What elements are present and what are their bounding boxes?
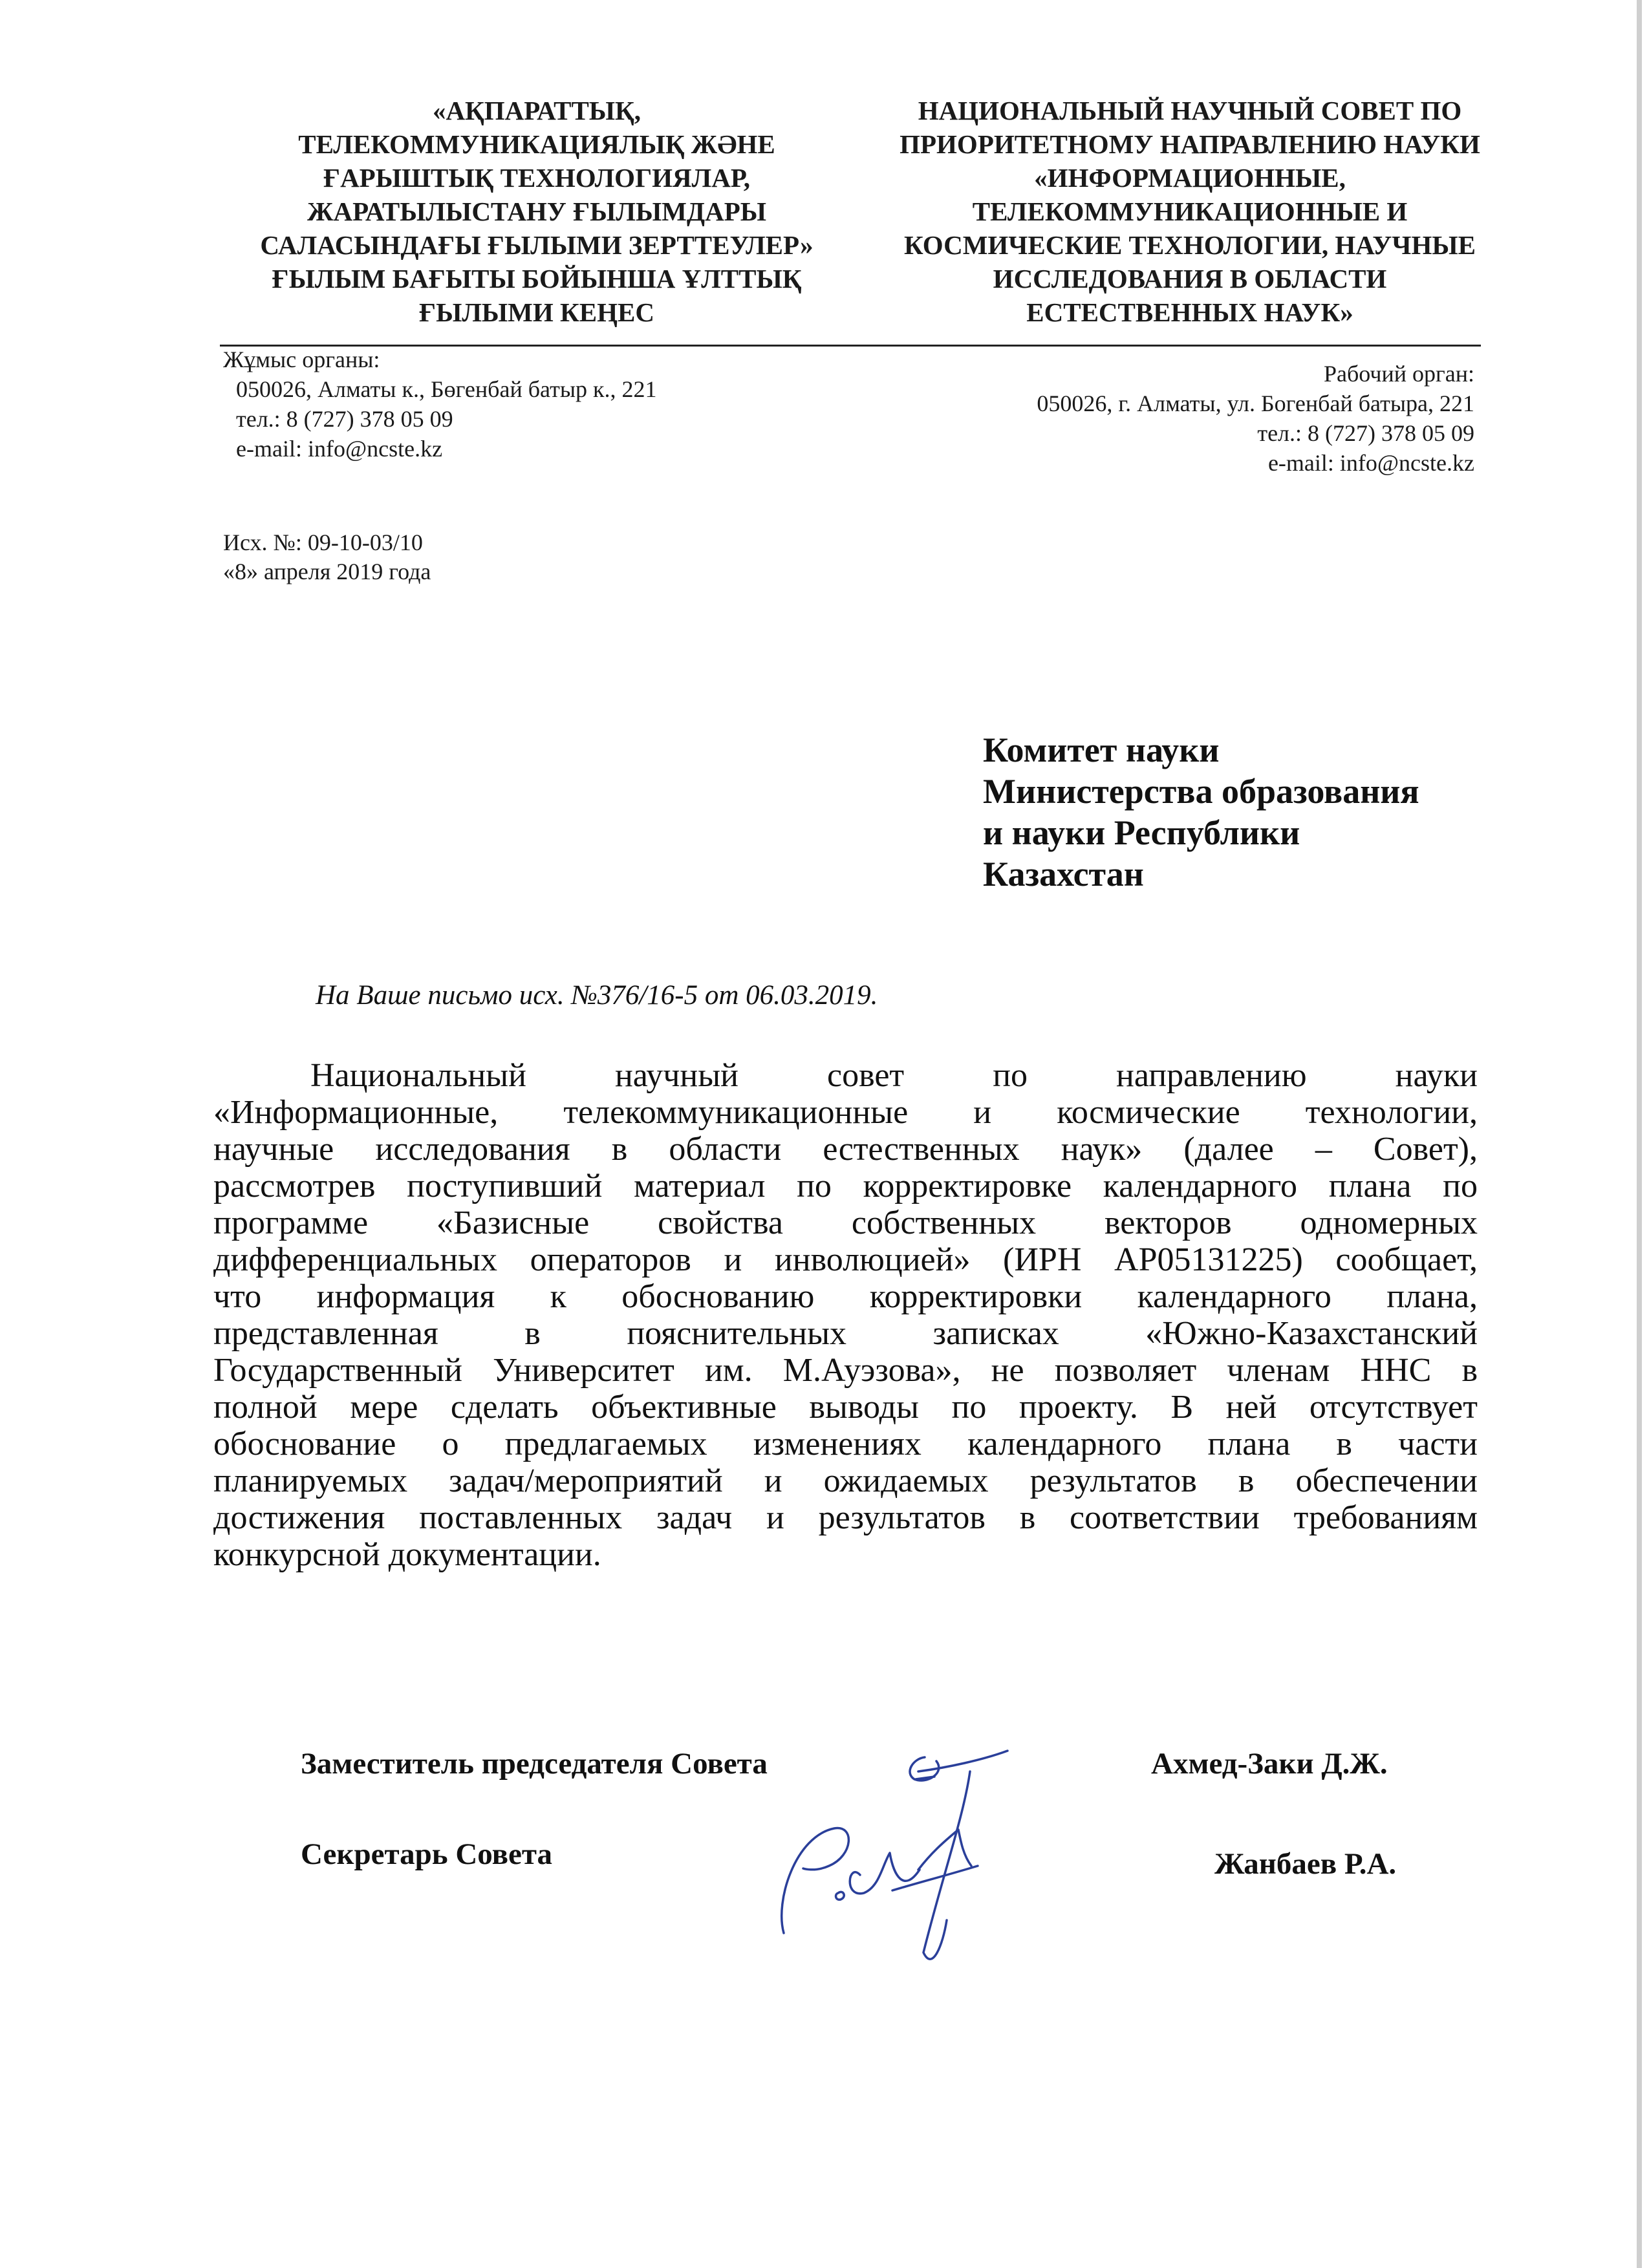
address-label: Рабочий орган:	[1323, 361, 1474, 387]
handwritten-signature	[770, 1739, 1041, 1985]
header-russian-line: ЕСТЕСТВЕННЫХ НАУК»	[1026, 297, 1353, 327]
body-line: Национальный научный совет по направлению науки	[310, 1057, 1478, 1094]
signatory-name-secretary: Жанбаев Р.А.	[1214, 1847, 1397, 1881]
address-email: e-mail: info@ncste.kz	[236, 436, 443, 462]
body-line: конкурсной документации.	[213, 1536, 601, 1573]
address-block-kazakh	[223, 345, 657, 464]
address-street: 050026, Алматы к., Бөгенбай батыр к., 221	[236, 376, 657, 402]
header-kazakh-line: «АҚПАРАТТЫҚ,	[432, 96, 641, 125]
header-kazakh	[259, 94, 815, 329]
signatory-name-deputy-chair: Ахмед-Заки Д.Ж.	[1151, 1747, 1388, 1781]
header-kazakh-line: САЛАСЫНДАҒЫ ҒЫЛЫМИ ЗЕРТТЕУЛЕР»	[260, 230, 814, 260]
header-russian-line: «ИНФОРМАЦИОННЫЕ,	[1034, 163, 1346, 193]
header-russian-line: НАЦИОНАЛЬНЫЙ НАУЧНЫЙ СОВЕТ ПО	[918, 96, 1462, 125]
reply-reference: На Ваше письмо исх. №376/16-5 от 06.03.2019.	[316, 980, 878, 1011]
body-line: полной мере сделать объективные выводы по проекту. В ней отсутствует	[213, 1389, 1478, 1426]
body-line: планируемых задач/мероприятий и ожидаемых результатов в обеспечении	[213, 1462, 1478, 1499]
body-line: научные исследования в области естественных наук» (далее – Совет),	[213, 1131, 1478, 1168]
header-kazakh-line: ЖАРАТЫЛЫСТАНУ ҒЫЛЫМДАРЫ	[307, 197, 767, 226]
body-line: «Информационные, телекоммуникационные и космические технологии,	[213, 1094, 1478, 1131]
body-line: обоснование о предлагаемых изменениях календарного плана в части	[213, 1426, 1478, 1462]
recipient-line: и науки Республики	[983, 813, 1300, 852]
header-russian-line: ПРИОРИТЕТНОМУ НАПРАВЛЕНИЮ НАУКИ	[900, 129, 1480, 159]
body-line: рассмотрев поступивший материал по корректировке календарного плана по	[213, 1168, 1478, 1204]
body-line: представленная в пояснительных записках «Южно-Казахстанский	[213, 1315, 1478, 1352]
header-kazakh-line: ҒЫЛЫМ БАҒЫТЫ БОЙЫНША ҰЛТТЫҚ	[272, 264, 802, 294]
address-phone: тел.: 8 (727) 378 05 09	[236, 406, 453, 432]
outgoing-reference	[223, 528, 431, 586]
address-block-russian	[892, 359, 1474, 478]
outgoing-number: Исх. №: 09-10-03/10	[223, 530, 423, 555]
recipient-line: Комитет науки	[983, 731, 1220, 769]
header-kazakh-line: ҒЫЛЫМИ КЕҢЕС	[419, 297, 654, 327]
header-russian-line: ТЕЛЕКОММУНИКАЦИОННЫЕ И	[972, 197, 1408, 226]
address-phone: тел.: 8 (727) 378 05 09	[1257, 420, 1474, 446]
header-russian-line: КОСМИЧЕСКИЕ ТЕХНОЛОГИИ, НАУЧНЫЕ	[904, 230, 1476, 260]
signatory-title-deputy-chair: Заместитель председателя Совета	[301, 1747, 768, 1781]
address-email: e-mail: info@ncste.kz	[1267, 450, 1474, 476]
recipient-block	[983, 729, 1419, 895]
scan-edge	[1637, 0, 1642, 2268]
body-line: достижения поставленных задач и результатов в соответствии требованиям	[213, 1499, 1478, 1536]
signatory-title-secretary: Секретарь Совета	[301, 1837, 553, 1871]
header-kazakh-line: ҒАРЫШТЫҚ ТЕХНОЛОГИЯЛАР,	[323, 163, 750, 193]
address-street: 050026, г. Алматы, ул. Богенбай батыра, 221	[1037, 390, 1474, 416]
recipient-line: Министерства образования	[983, 772, 1419, 811]
body-line: что информация к обоснованию корректировки календарного плана,	[213, 1278, 1478, 1315]
body-line: Государственный Университет им. М.Ауэзова», не позволяет членам ННС в	[213, 1352, 1478, 1389]
body-line: дифференциальных операторов и инволюцией» (ИРН АР05131225) сообщает,	[213, 1241, 1478, 1278]
header-russian	[860, 94, 1520, 329]
header-kazakh-line: ТЕЛЕКОММУНИКАЦИЯЛЫҚ ЖӘНЕ	[298, 129, 775, 159]
header-russian-line: ИССЛЕДОВАНИЯ В ОБЛАСТИ	[993, 264, 1387, 294]
signature-ink	[782, 1751, 1008, 1959]
outgoing-date: «8» апреля 2019 года	[223, 559, 431, 584]
address-label: Жұмыс органы:	[223, 347, 380, 372]
body-line: программе «Базисные свойства собственных векторов одномерных	[213, 1204, 1478, 1241]
recipient-line: Казахстан	[983, 855, 1144, 893]
letter-body	[213, 1057, 1478, 1573]
